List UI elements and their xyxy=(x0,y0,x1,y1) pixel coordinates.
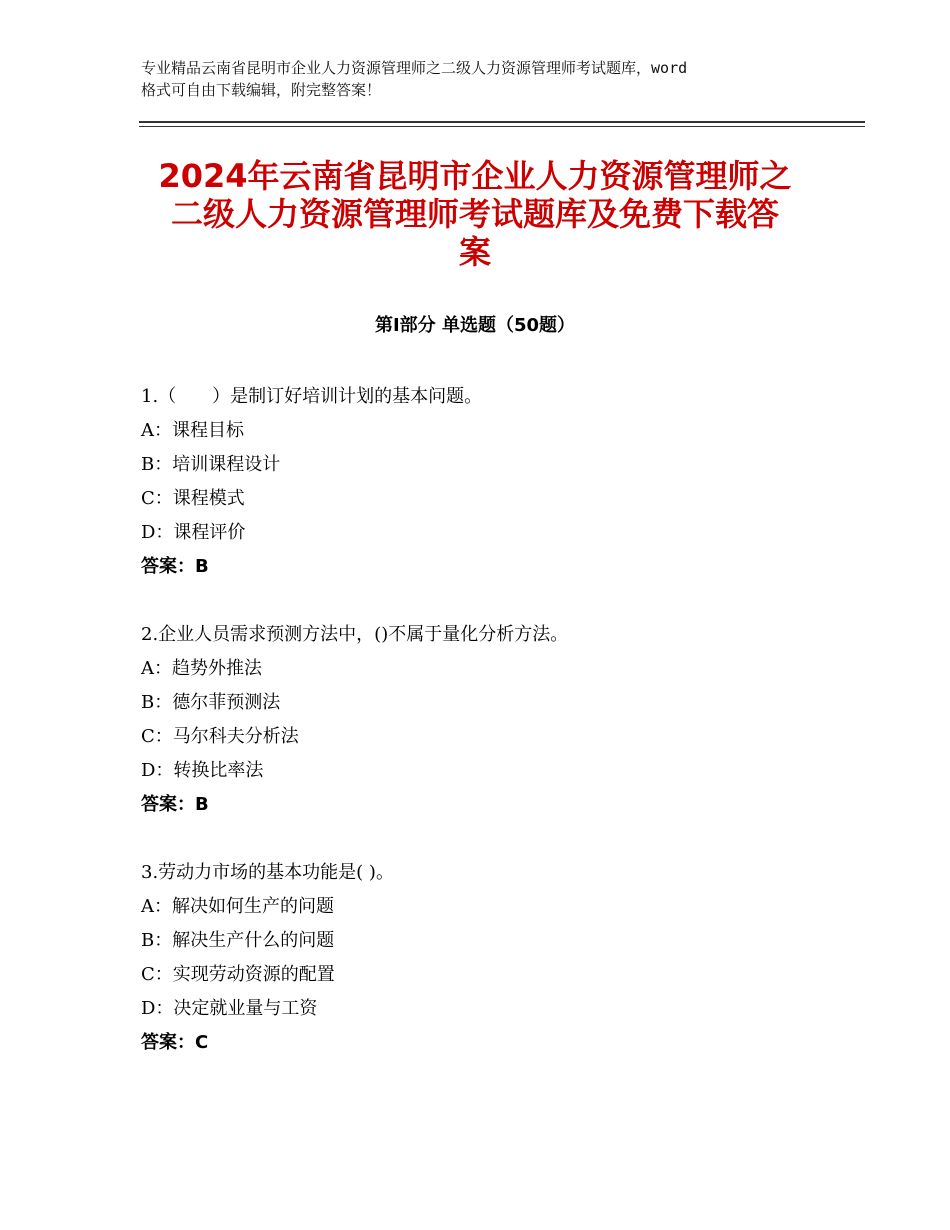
header-rule-thick xyxy=(139,121,865,123)
answer: 答案：C xyxy=(141,1032,209,1053)
option-c: C：马尔科夫分析法 xyxy=(141,726,299,747)
document-title-line-2: 二级人力资源管理师考试题库及免费下载答 xyxy=(170,195,779,233)
option-a: A：趋势外推法 xyxy=(141,658,262,679)
question-3 xyxy=(141,856,861,1060)
option-b: B：培训课程设计 xyxy=(141,454,281,475)
option-d: D：转换比率法 xyxy=(141,760,264,781)
question-list xyxy=(141,380,861,1094)
option-c: C：课程模式 xyxy=(141,488,245,509)
question-stem: 2.企业人员需求预测方法中，()不属于量化分析方法。 xyxy=(141,624,569,645)
document-title-line-1: 2024年云南省昆明市企业人力资源管理师之 xyxy=(158,157,792,195)
question-stem: 3.劳动力市场的基本功能是( )。 xyxy=(141,862,394,883)
question-2 xyxy=(141,618,861,822)
answer: 答案：B xyxy=(141,794,209,815)
option-d: D：课程评价 xyxy=(141,522,246,543)
section-title: 第Ⅰ部分 单选题（50题） xyxy=(374,315,575,336)
option-a: A：课程目标 xyxy=(141,420,244,441)
document-title xyxy=(120,157,830,271)
option-d: D：决定就业量与工资 xyxy=(141,998,318,1019)
header-note-line-2: 格式可自由下载编辑，附完整答案！ xyxy=(141,81,382,99)
answer: 答案：B xyxy=(141,556,209,577)
option-b: B：解决生产什么的问题 xyxy=(141,930,335,951)
header-note xyxy=(141,57,831,101)
question-stem: 1.（ ）是制订好培训计划的基本问题。 xyxy=(141,386,483,407)
option-b: B：德尔菲预测法 xyxy=(141,692,281,713)
question-1 xyxy=(141,380,861,584)
document-title-line-3: 案 xyxy=(458,233,491,271)
option-c: C：实现劳动资源的配置 xyxy=(141,964,335,985)
header-rule-thin xyxy=(139,126,865,127)
option-a: A：解决如何生产的问题 xyxy=(141,896,334,917)
header-note-line-1: 专业精品云南省昆明市企业人力资源管理师之二级人力资源管理师考试题库，word xyxy=(141,59,688,77)
